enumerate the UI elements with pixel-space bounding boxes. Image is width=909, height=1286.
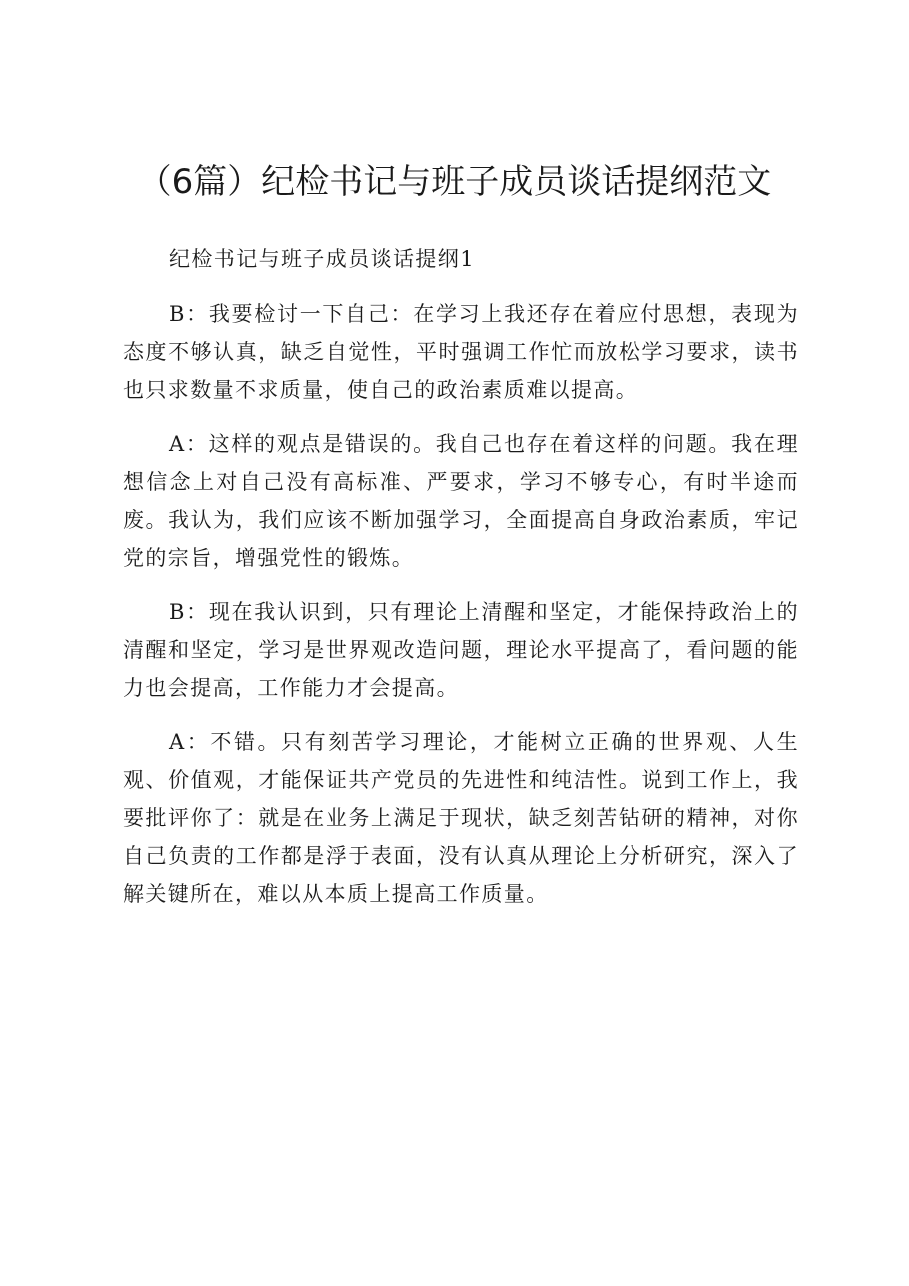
paragraph: A：不错。只有刻苦学习理论，才能树立正确的世界观、人生观、价值观，才能保证共产党员的先进性和纯洁性。说到工作上，我要批评你了：就是在业务上满足于现状，缺乏刻苦钻研的精神，对你自己负责的工作都是浮于表面，没有认真从理论上分析研究，深入了解关键所在，难以从本质上提高工作质量。 xyxy=(123,730,799,906)
paragraph: B：现在我认识到，只有理论上清醒和坚定，才能保持政治上的清醒和坚定，学习是世界观改造问题，理论水平提高了，看问题的能力也会提高，工作能力才会提高。 xyxy=(123,600,799,700)
section-heading: 纪检书记与班子成员谈话提纲1 xyxy=(169,247,475,271)
document-title: （6篇）纪检书记与班子成员谈话提纲范文 xyxy=(137,162,772,202)
paragraph: A：这样的观点是错误的。我自己也存在着这样的问题。我在理想信念上对自己没有高标准、严要求，学习不够专心，有时半途而废。我认为，我们应该不断加强学习，全面提高自身政治素质，牢记党的宗旨，增强党性的锻炼。 xyxy=(123,432,799,570)
paragraph: B：我要检讨一下自己：在学习上我还存在着应付思想，表现为态度不够认真，缺乏自觉性，平时强调工作忙而放松学习要求，读书也只求数量不求质量，使自己的政治素质难以提高。 xyxy=(123,302,799,402)
document-body xyxy=(123,240,799,913)
